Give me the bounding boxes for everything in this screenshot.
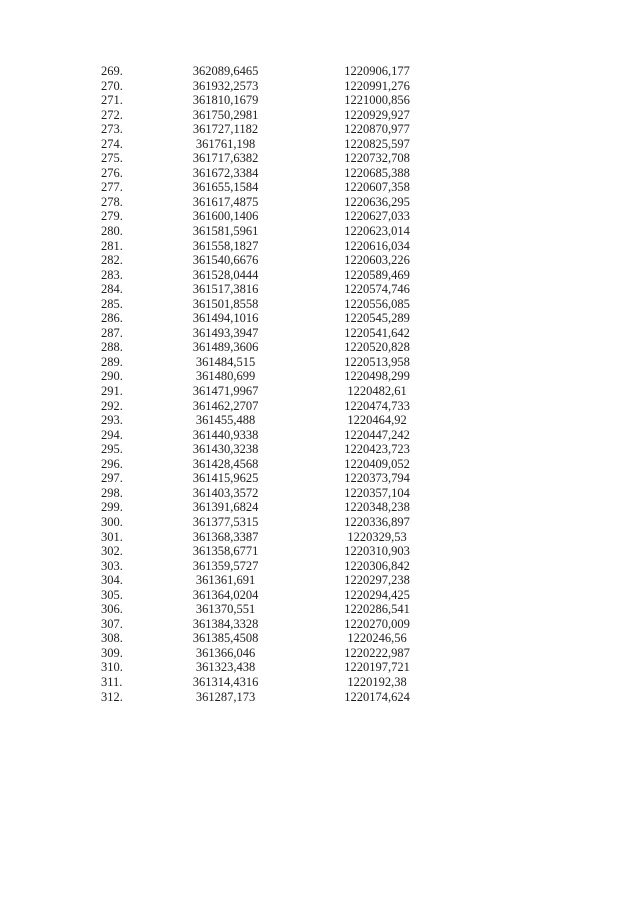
x-coordinate: 361462,2707 [192,398,259,413]
y-coordinate: 1220373,794 [344,471,410,486]
y-coordinate: 1220929,927 [344,107,410,122]
y-coordinate: 1220870,977 [344,122,410,137]
y-coordinate: 1220222,987 [344,645,410,660]
x-coordinate: 361370,551 [195,602,256,617]
y-coordinate: 1220616,034 [344,238,410,253]
y-coordinate: 1220192,38 [347,674,407,689]
row-number: 302. [101,544,123,559]
row-number: 278. [101,194,123,209]
y-coordinate: 1220197,721 [344,660,410,675]
table-row [0,355,640,370]
x-coordinate: 361600,1406 [192,209,259,224]
y-coordinate: 1220636,295 [344,194,410,209]
table-row [0,660,640,675]
y-coordinate: 1220286,541 [344,602,410,617]
y-coordinate: 1220607,358 [344,180,410,195]
x-coordinate: 361377,5315 [192,514,259,529]
x-coordinate: 361415,9625 [192,471,259,486]
row-number: 291. [101,384,123,399]
table-row [0,108,640,123]
row-number: 312. [101,689,123,704]
x-coordinate: 361581,5961 [192,224,259,239]
y-coordinate: 1220825,597 [344,136,410,151]
row-number: 293. [101,413,123,428]
table-row [0,602,640,617]
y-coordinate: 1221000,856 [344,93,410,108]
x-coordinate: 361368,3387 [192,529,259,544]
row-number: 286. [101,311,123,326]
table-row [0,442,640,457]
row-number: 309. [101,645,123,660]
row-number: 311. [101,674,123,689]
y-coordinate: 1220310,903 [344,544,410,559]
table-row [0,166,640,181]
table-row [0,195,640,210]
y-coordinate: 1220336,897 [344,514,410,529]
table-row [0,151,640,166]
y-coordinate: 1220409,052 [344,456,410,471]
table-row [0,340,640,355]
table-row [0,559,640,574]
coordinate-table [0,64,640,704]
row-number: 300. [101,514,123,529]
x-coordinate: 361501,8558 [192,296,259,311]
row-number: 307. [101,616,123,631]
y-coordinate: 1220474,733 [344,398,410,413]
y-coordinate: 1220589,469 [344,267,410,282]
y-coordinate: 1220541,642 [344,325,410,340]
x-coordinate: 361385,4508 [192,631,259,646]
x-coordinate: 361932,2573 [192,78,259,93]
row-number: 301. [101,529,123,544]
y-coordinate: 1220627,033 [344,209,410,224]
y-coordinate: 1220603,226 [344,253,410,268]
x-coordinate: 361366,046 [195,645,256,660]
x-coordinate: 361484,515 [195,354,256,369]
row-number: 283. [101,267,123,282]
row-number: 295. [101,442,123,457]
row-number: 288. [101,340,123,355]
row-number: 310. [101,660,123,675]
table-row [0,544,640,559]
x-coordinate: 361359,5727 [192,558,259,573]
x-coordinate: 361358,6771 [192,544,259,559]
table-row [0,93,640,108]
table-row [0,224,640,239]
x-coordinate: 361364,0204 [192,587,259,602]
table-row [0,573,640,588]
row-number: 281. [101,238,123,253]
row-number: 304. [101,573,123,588]
row-number: 274. [101,136,123,151]
table-row [0,588,640,603]
x-coordinate: 361528,0444 [192,267,259,282]
row-number: 306. [101,602,123,617]
x-coordinate: 361617,4875 [192,194,259,209]
row-number: 277. [101,180,123,195]
row-number: 269. [101,64,123,78]
x-coordinate: 362089,6465 [192,64,259,78]
row-number: 298. [101,485,123,500]
x-coordinate: 361672,3384 [192,165,259,180]
x-coordinate: 361655,1584 [192,180,259,195]
table-row [0,282,640,297]
x-coordinate: 361750,2981 [192,107,259,122]
y-coordinate: 1220623,014 [344,224,410,239]
x-coordinate: 361440,9338 [192,427,259,442]
row-number: 303. [101,558,123,573]
x-coordinate: 361540,6676 [192,253,259,268]
x-coordinate: 361430,3238 [192,442,259,457]
table-row [0,79,640,94]
y-coordinate: 1220423,723 [344,442,410,457]
y-coordinate: 1220545,289 [344,311,410,326]
row-number: 271. [101,93,123,108]
table-row [0,500,640,515]
row-number: 290. [101,369,123,384]
row-number: 282. [101,253,123,268]
x-coordinate: 361727,1182 [192,122,259,137]
table-row [0,268,640,283]
y-coordinate: 1220556,085 [344,296,410,311]
table-row [0,530,640,545]
table-row [0,253,640,268]
y-coordinate: 1220174,624 [344,689,410,704]
row-number: 289. [101,354,123,369]
table-row [0,646,640,661]
row-number: 270. [101,78,123,93]
row-number: 297. [101,471,123,486]
row-number: 294. [101,427,123,442]
table-row [0,675,640,690]
row-number: 275. [101,151,123,166]
row-number: 279. [101,209,123,224]
y-coordinate: 1220297,238 [344,573,410,588]
x-coordinate: 361428,4568 [192,456,259,471]
y-coordinate: 1220246,56 [347,631,407,646]
x-coordinate: 361717,6382 [192,151,259,166]
x-coordinate: 361489,3606 [192,340,259,355]
x-coordinate: 361517,3816 [192,282,259,297]
row-number: 299. [101,500,123,515]
x-coordinate: 361403,3572 [192,485,259,500]
row-number: 272. [101,107,123,122]
x-coordinate: 361287,173 [195,689,256,704]
table-row [0,384,640,399]
table-row [0,457,640,472]
x-coordinate: 361391,6824 [192,500,259,515]
y-coordinate: 1220348,238 [344,500,410,515]
y-coordinate: 1220732,708 [344,151,410,166]
table-row [0,369,640,384]
y-coordinate: 1220574,746 [344,282,410,297]
table-row [0,297,640,312]
x-coordinate: 361493,3947 [192,325,259,340]
x-coordinate: 361361,691 [195,573,256,588]
table-row [0,486,640,501]
x-coordinate: 361471,9967 [192,384,259,399]
y-coordinate: 1220270,009 [344,616,410,631]
x-coordinate: 361810,1679 [192,93,259,108]
row-number: 296. [101,456,123,471]
table-row [0,617,640,632]
table-row [0,209,640,224]
y-coordinate: 1220329,53 [347,529,407,544]
y-coordinate: 1220447,242 [344,427,410,442]
row-number: 308. [101,631,123,646]
table-row [0,326,640,341]
table-row [0,413,640,428]
row-number: 305. [101,587,123,602]
table-row [0,631,640,646]
row-number: 287. [101,325,123,340]
table-row [0,311,640,326]
table-row [0,515,640,530]
table-row [0,690,640,705]
row-number: 285. [101,296,123,311]
table-row [0,180,640,195]
table-row [0,399,640,414]
table-row [0,428,640,443]
row-number: 280. [101,224,123,239]
y-coordinate: 1220520,828 [344,340,410,355]
table-row [0,137,640,152]
table-row [0,239,640,254]
row-number: 273. [101,122,123,137]
y-coordinate: 1220464,92 [347,413,407,428]
y-coordinate: 1220906,177 [344,64,410,78]
row-number: 292. [101,398,123,413]
y-coordinate: 1220357,104 [344,485,410,500]
table-row [0,471,640,486]
y-coordinate: 1220498,299 [344,369,410,384]
y-coordinate: 1220294,425 [344,587,410,602]
table-row [0,122,640,137]
row-number: 276. [101,165,123,180]
y-coordinate: 1220482,61 [347,384,407,399]
x-coordinate: 361480,699 [195,369,256,384]
y-coordinate: 1220685,388 [344,165,410,180]
x-coordinate: 361314,4316 [192,674,259,689]
x-coordinate: 361455,488 [195,413,256,428]
x-coordinate: 361558,1827 [192,238,259,253]
row-number: 284. [101,282,123,297]
x-coordinate: 361384,3328 [192,616,259,631]
y-coordinate: 1220306,842 [344,558,410,573]
x-coordinate: 361323,438 [195,660,256,675]
x-coordinate: 361494,1016 [192,311,259,326]
y-coordinate: 1220991,276 [344,78,410,93]
x-coordinate: 361761,198 [195,136,256,151]
y-coordinate: 1220513,958 [344,354,410,369]
table-row [0,64,640,79]
